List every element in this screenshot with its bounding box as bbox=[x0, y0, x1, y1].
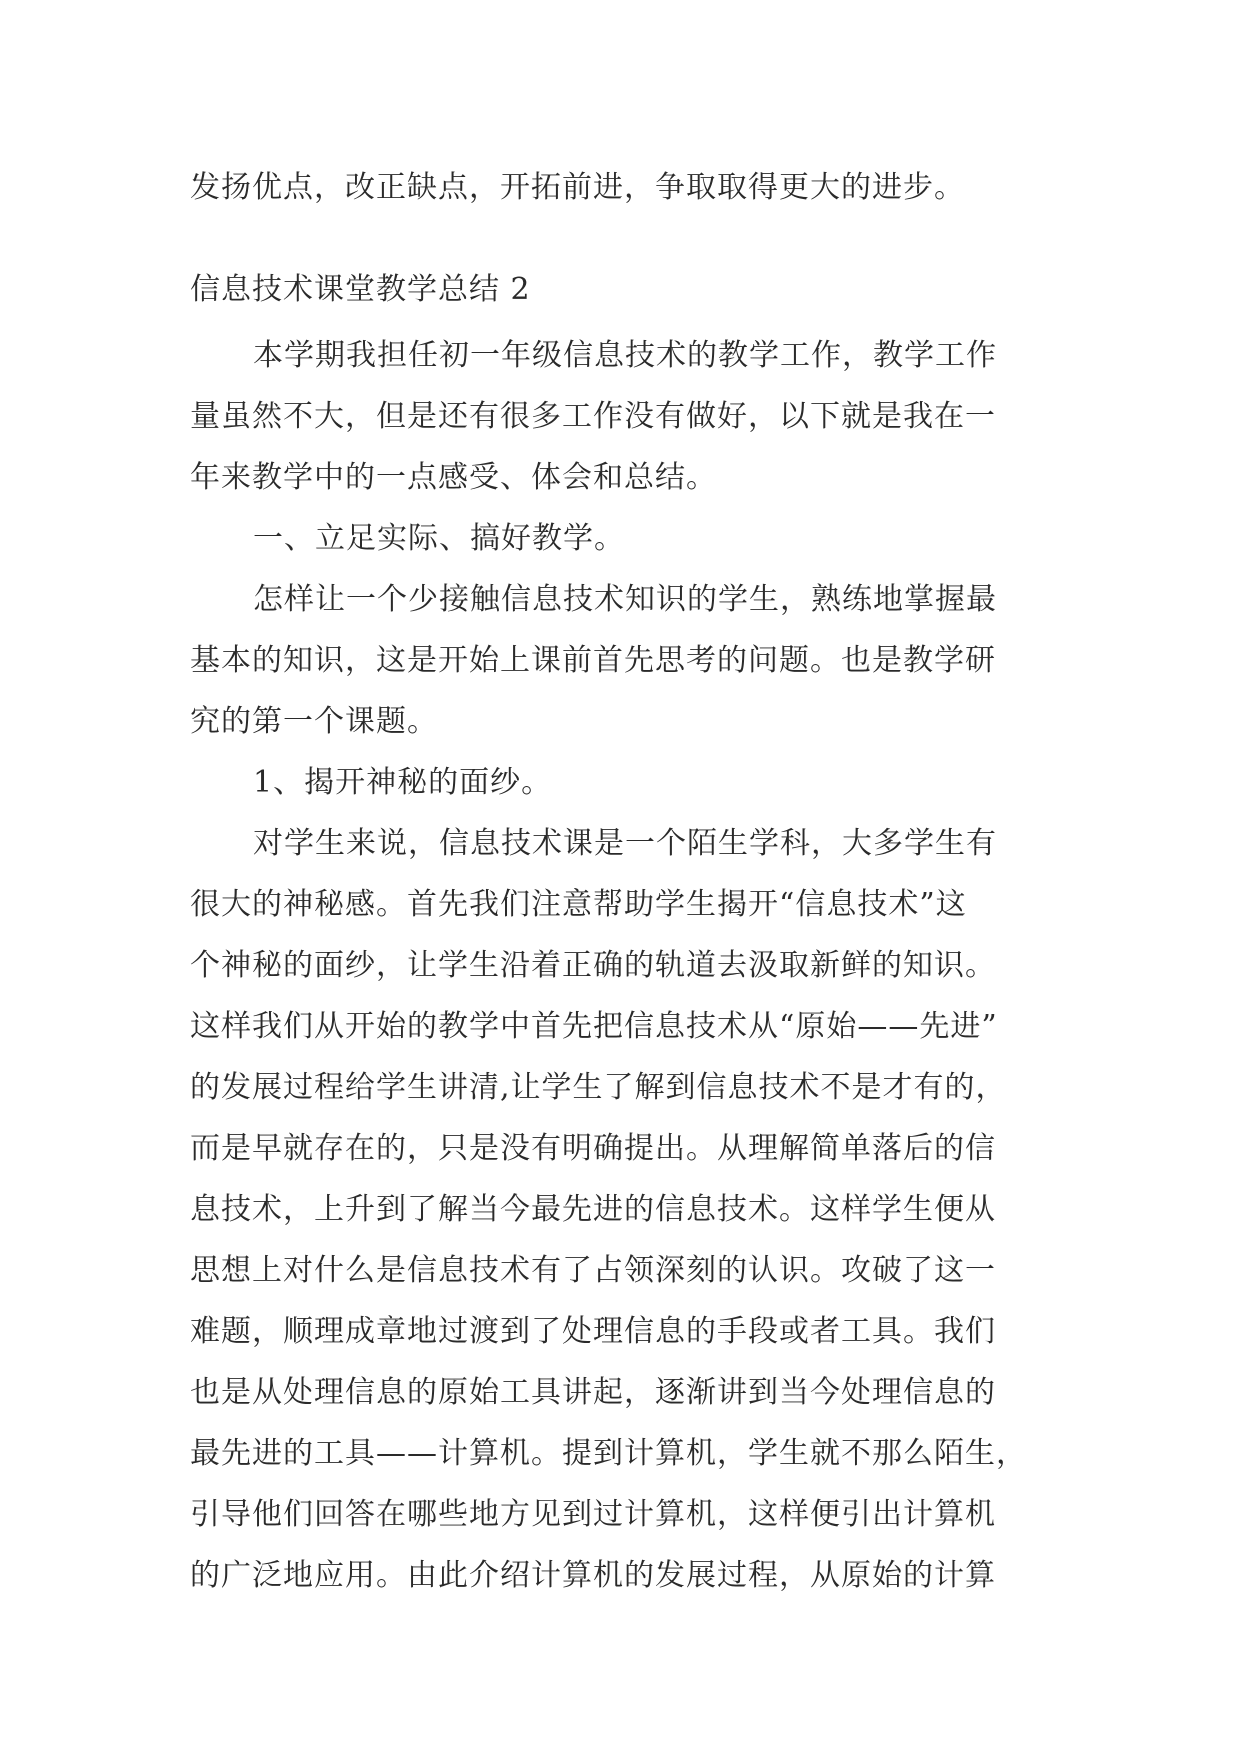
paragraph-line: 年来教学中的一点感受、体会和总结。 bbox=[190, 460, 717, 495]
paragraph-line: 的发展过程给学生讲清,让学生了解到信息技术不是才有的， bbox=[190, 1070, 1007, 1105]
paragraph-line: 究的第一个课题。 bbox=[190, 704, 438, 739]
paragraph-line: 息技术，上升到了解当今最先进的信息技术。这样学生便从 bbox=[190, 1192, 996, 1227]
paragraph-line: 也是从处理信息的原始工具讲起，逐渐讲到当今处理信息的 bbox=[190, 1375, 996, 1410]
paragraph-line: 很大的神秘感。首先我们注意帮助学生揭开“信息技术”这 bbox=[190, 887, 967, 922]
paragraph-line: 难题，顺理成章地过渡到了处理信息的手段或者工具。我们 bbox=[190, 1314, 996, 1349]
paragraph-line: 引导他们回答在哪些地方见到过计算机，这样便引出计算机 bbox=[190, 1497, 996, 1532]
paragraph-line: 量虽然不大，但是还有很多工作没有做好，以下就是我在一 bbox=[190, 399, 996, 434]
paragraph-line: 最先进的工具——计算机。提到计算机，学生就不那么陌生， bbox=[190, 1436, 1027, 1471]
heading-1: 一、立足实际、搞好教学。 bbox=[253, 521, 625, 556]
paragraph-line: 基本的知识，这是开始上课前首先思考的问题。也是教学研 bbox=[190, 643, 996, 678]
paragraph-line: 个神秘的面纱，让学生沿着正确的轨道去汲取新鲜的知识。 bbox=[190, 948, 996, 983]
section-title: 信息技术课堂教学总结 2 bbox=[190, 272, 531, 307]
paragraph-line: 本学期我担任初一年级信息技术的教学工作，教学工作 bbox=[253, 338, 997, 373]
paragraph-line: 对学生来说，信息技术课是一个陌生学科，大多学生有 bbox=[253, 826, 997, 861]
paragraph-line: 这样我们从开始的教学中首先把信息技术从“原始——先进” bbox=[190, 1009, 998, 1044]
paragraph-line: 的广泛地应用。由此介绍计算机的发展过程，从原始的计算 bbox=[190, 1558, 996, 1593]
paragraph-line: 怎样让一个少接触信息技术知识的学生，熟练地掌握最 bbox=[253, 582, 997, 617]
paragraph-line: 而是早就存在的，只是没有明确提出。从理解简单落后的信 bbox=[190, 1131, 996, 1166]
paragraph-line: 思想上对什么是信息技术有了占领深刻的认识。攻破了这一 bbox=[190, 1253, 996, 1288]
closing-line: 发扬优点，改正缺点，开拓前进，争取取得更大的进步。 bbox=[190, 170, 965, 205]
subheading-1: 1、揭开神秘的面纱。 bbox=[253, 765, 553, 800]
